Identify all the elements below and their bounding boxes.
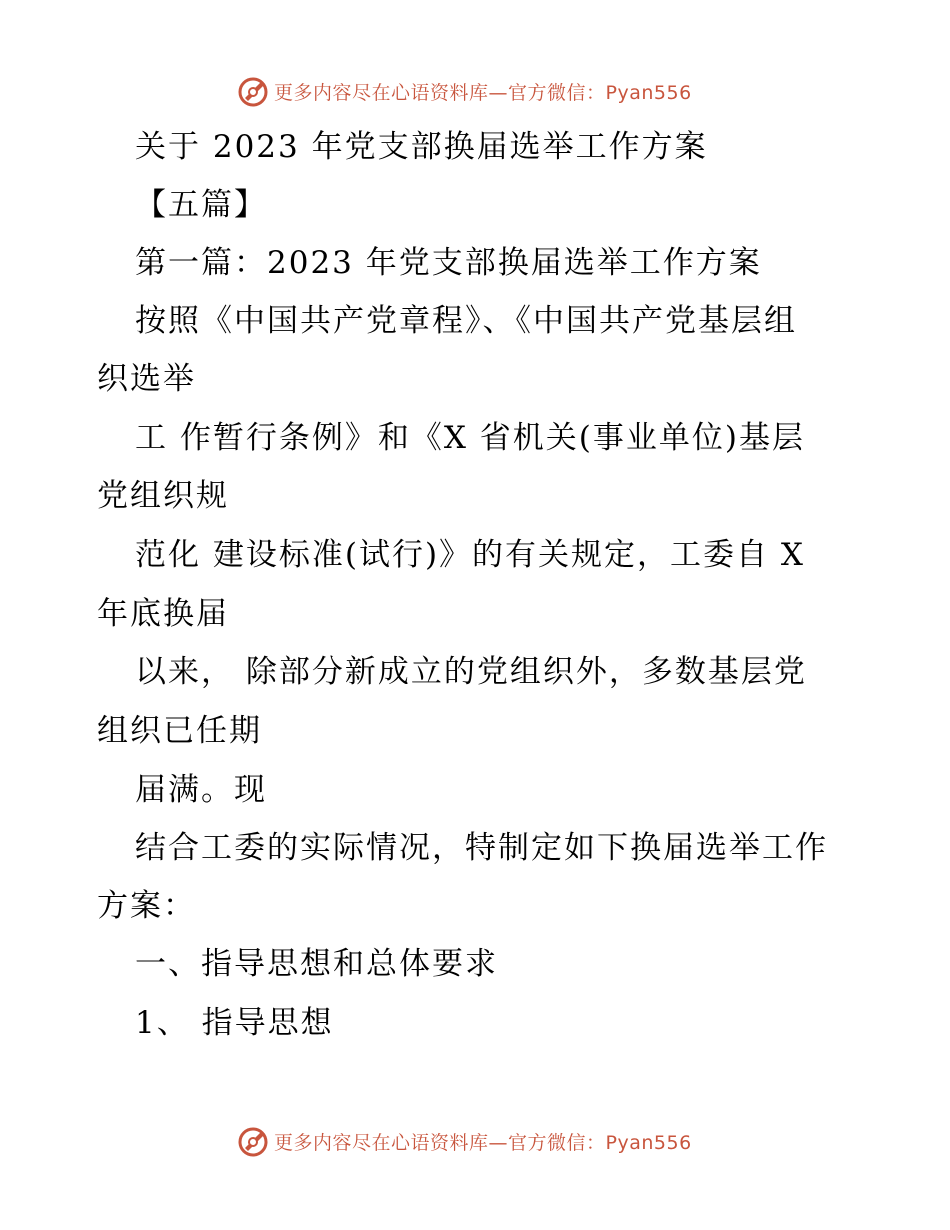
paragraph-line: 按照《中国共产党章程》、《中国共产党基层组 — [135, 303, 797, 339]
paragraph-line: 结合工委的实际情况，特制定如下换届选举工作 — [135, 830, 828, 866]
watermark-text: 更多内容尽在心语资料库—官方微信：Pyan556 — [274, 1131, 692, 1154]
paragraph-line: 年底换届 — [97, 596, 229, 632]
document-subtitle: 【五篇】 — [135, 187, 267, 223]
watermark-footer — [236, 1123, 692, 1159]
paragraph-line: 方案： — [97, 888, 196, 924]
paragraph-line: 织选举 — [97, 361, 196, 397]
section-heading: 第一篇：2023 年党支部换届选举工作方案 — [135, 245, 762, 281]
paragraph-line: 党组织规 — [97, 478, 229, 514]
paragraph-line: 组织已任期 — [97, 713, 262, 749]
pen-logo-icon — [236, 1124, 270, 1158]
paragraph-line: 以来， 除部分新成立的党组织外，多数基层党 — [135, 654, 807, 690]
watermark-header — [236, 73, 692, 109]
subsection-heading: 1、 指导思想 — [135, 1005, 334, 1041]
watermark-text: 更多内容尽在心语资料库—官方微信：Pyan556 — [274, 81, 692, 104]
paragraph-line: 工 作暂行条例》和《X 省机关(事业单位)基层 — [135, 420, 805, 456]
paragraph-line: 届满。现 — [135, 772, 267, 808]
paragraph-line: 范化 建设标准(试行)》的有关规定，工委自 X — [135, 537, 805, 573]
document-title: 关于 2023 年党支部换届选举工作方案 — [135, 129, 708, 165]
pen-logo-icon — [236, 74, 270, 108]
section-heading: 一、指导思想和总体要求 — [135, 946, 498, 982]
